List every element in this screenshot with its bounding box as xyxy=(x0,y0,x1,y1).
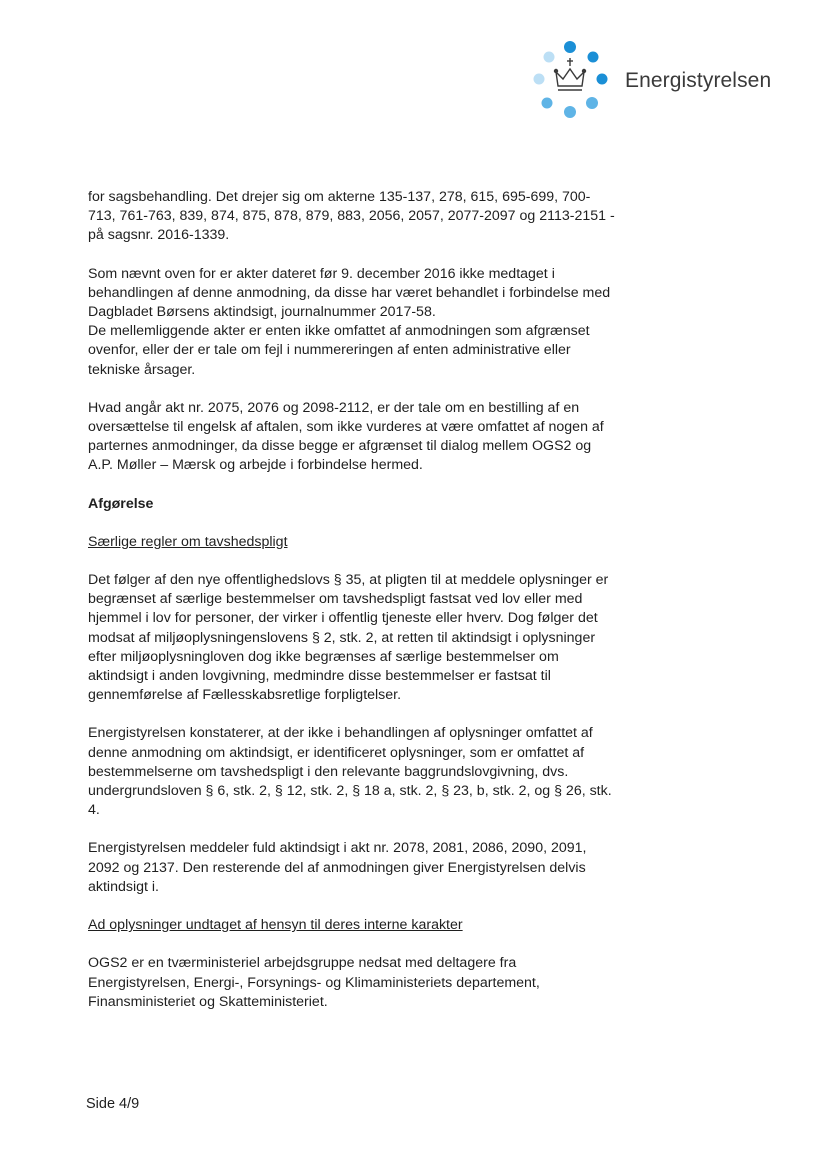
paragraph: OGS2 er en tværministeriel arbejdsgruppe nedsat med deltagere fra Energistyrelsen, Energi-, Forsynings- og Klimaministeriets departement, Finansministeriet og Skatteministeriet. xyxy=(88,955,540,1010)
letter-body xyxy=(88,188,618,1012)
paragraph: Energistyrelsen konstaterer, at der ikke i behandlingen af oplysninger omfattet af denne anmodning om aktindsigt, er identificeret oplysninger, som er omfattet af bestemmelserne om tavshedspligt i den relevante baggrundslovgivning, dvs. undergrundsloven § 6, stk. 2, § 12, stk. 2, § 18 a, stk. 2, § 23, b, stk. 2, og § 26, stk. 4. xyxy=(88,725,612,819)
paragraph: Energistyrelsen meddeler fuld aktindsigt i akt nr. 2078, 2081, 2086, 2090, 2091, 2092 og 2137. Den resterende del af anmodningen giver Energistyrelsen delvis aktindsigt i. xyxy=(88,840,587,895)
section-heading: Afgørelse xyxy=(88,495,154,512)
logo-wordmark: Energistyrelsen xyxy=(625,69,772,92)
energistyrelsen-logo xyxy=(528,38,788,124)
crown-dots-emblem-icon xyxy=(528,38,624,124)
paragraph: Det følger af den nye offentlighedslovs § 35, at pligten til at meddele oplysninger er begrænset af særlige bestemmelser om tavshedspligt fastsat ved lov eller med hjemmel i lov for personer, der virker i offentlig tjeneste eller hverv. Dog følger det modsat af miljøoplysningenslovens § 2, stk. 2, at retten til aktindsigt i oplysninger efter miljøoplysningloven dog ikke begrænses af særlige bestemmelser om aktindsigt i anden lovgivning, medmindre disse bestemmelser er fastsat til gennemførelse af Fællesskabsretlige forpligtelser. xyxy=(88,572,609,704)
page-number: Side 4/9 xyxy=(86,1096,140,1112)
subsection-heading: Ad oplysninger undtaget af hensyn til deres interne karakter xyxy=(88,917,463,934)
paragraph: Hvad angår akt nr. 2075, 2076 og 2098-2112, er der tale om en bestilling af en oversættelse til engelsk af aftalen, som ikke vurderes at være omfattet af nogen af parternes anmodninger, da disse begge er afgrænset til dialog mellem OGS2 og A.P. Møller – Mærsk og arbejde i forbindelse hermed. xyxy=(88,399,604,474)
paragraph: Som nævnt oven for er akter dateret før 9. december 2016 ikke medtaget i behandlingen af denne anmodning, da disse har været behandlet i forbindelse med Dagbladet Børsens aktindsigt, journalnummer 2017-58. xyxy=(88,265,611,321)
paragraph: De mellemliggende akter er enten ikke omfattet af anmodningen som afgrænset ovenfor, eller der er tale om fejl i nummereringen af enten administrative eller tekniske årsager. xyxy=(88,323,590,378)
subsection-heading: Særlige regler om tavshedspligt xyxy=(88,533,288,550)
paragraph: for sagsbehandling. Det drejer sig om akterne 135-137, 278, 615, 695-699, 700-713, 761-763, 839, 874, 875, 878, 879, 883, 2056, 2057, 2077-2097 og 2113-2151 - på sagsnr. 2016-1339. xyxy=(88,189,615,244)
